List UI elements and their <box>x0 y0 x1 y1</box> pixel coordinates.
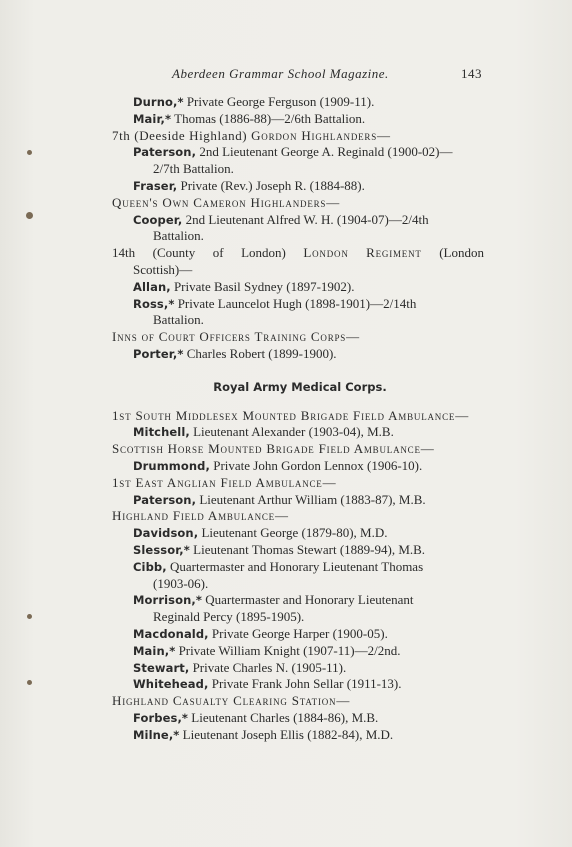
surname: Macdonald, <box>133 626 209 641</box>
entry-continuation: Battalion. <box>153 228 204 244</box>
entry <box>112 643 484 660</box>
surname: Milne,* <box>133 727 180 742</box>
surname: Slessor,* <box>133 542 190 557</box>
surname: Whitehead, <box>133 677 209 692</box>
unit-heading: 1st South Middlesex Mounted Brigade Field Ambulance— <box>112 407 469 423</box>
unit-heading <box>112 245 484 262</box>
entry <box>112 458 484 475</box>
entry <box>112 660 484 677</box>
entry-detail: Private William Knight (1907-11)—2/2nd. <box>178 642 401 658</box>
entry-detail: Private George Ferguson (1909-11). <box>186 94 375 109</box>
section-title: Royal Army Medical Corps. <box>213 379 387 394</box>
entry-detail: Private (Rev.) Joseph R. (1884-88). <box>180 177 365 193</box>
entry <box>112 346 484 363</box>
entry-detail: Charles Robert (1899-1900). <box>186 345 337 361</box>
regiment-name: Gordon Highlanders— <box>251 127 391 143</box>
entry-detail: Thomas (1886-88)—2/6th Battalion. <box>174 110 366 126</box>
entry <box>112 727 484 744</box>
heading-word: London <box>303 245 349 261</box>
entry-detail: Private George Harper (1900-05). <box>211 625 388 641</box>
entry-detail: Lieutenant George (1879-80), M.D. <box>201 525 388 541</box>
heading-word: Regiment <box>366 245 422 261</box>
entry <box>112 296 484 313</box>
unit-heading: Inns of Court Officers Training Corps— <box>112 329 360 345</box>
entry <box>112 525 484 542</box>
surname: Cibb, <box>133 559 167 574</box>
entry-detail: Private Basil Sydney (1897-1902). <box>173 278 355 294</box>
entry-detail: Quartermaster and Honorary Lieutenant <box>205 592 414 608</box>
surname: Paterson, <box>133 145 197 160</box>
surname: Paterson, <box>133 492 197 507</box>
entry-detail: Lieutenant Alexander (1903-04), M.B. <box>193 424 394 440</box>
entry-continuation: Battalion. <box>153 312 204 328</box>
entry <box>112 559 484 576</box>
surname: Stewart, <box>133 660 190 675</box>
unit-heading <box>112 128 484 145</box>
surname: Ross,* <box>133 296 175 311</box>
heading-word: 14th <box>112 245 136 261</box>
entry-detail: Lieutenant Joseph Ellis (1882-84), M.D. <box>182 726 394 742</box>
entry-detail: Lieutenant Charles (1884-86), M.B. <box>191 709 379 725</box>
unit-heading: 1st East Anglian Field Ambulance— <box>112 474 337 490</box>
entry <box>112 94 484 111</box>
binding-hole-mark <box>27 614 32 619</box>
entry <box>112 212 484 229</box>
entry-detail: Lieutenant Arthur William (1883-87), M.B. <box>199 491 426 507</box>
surname: Durno,* <box>133 95 184 109</box>
entry <box>112 111 484 128</box>
surname: Forbes,* <box>133 710 189 725</box>
surname: Mair,* <box>133 111 172 126</box>
entry <box>112 144 484 161</box>
heading-word: London) <box>241 245 286 261</box>
unit-heading: Scottish Horse Mounted Brigade Field Ambulance— <box>112 441 435 457</box>
binding-hole-mark <box>26 212 33 219</box>
entry-continuation: (1903-06). <box>153 575 209 591</box>
entry <box>112 542 484 559</box>
surname: Morrison,* <box>133 593 202 608</box>
surname: Main,* <box>133 643 176 658</box>
heading-word: (London <box>439 245 484 261</box>
entry-detail: Private Frank John Sellar (1911-13). <box>211 676 402 692</box>
surname: Porter,* <box>133 346 184 361</box>
entry-continuation: Reginald Percy (1895-1905). <box>153 609 305 625</box>
entry-detail: Private Launcelot Hugh (1898-1901)—2/14th <box>177 295 417 311</box>
heading-continuation: Scottish)— <box>133 261 193 277</box>
entry-detail: 2nd Lieutenant Alfred W. H. (1904-07)—2/4th <box>185 211 429 227</box>
surname: Cooper, <box>133 212 183 227</box>
entry <box>112 178 484 195</box>
entry-detail: Private John Gordon Lennox (1906-10). <box>213 457 423 473</box>
unit-heading: Highland Field Ambulance— <box>112 508 289 524</box>
entry <box>112 710 484 727</box>
binding-hole-mark <box>27 680 32 685</box>
page-body <box>112 94 484 743</box>
unit-number: 7th (Deeside Highland) <box>112 127 248 143</box>
surname: Fraser, <box>133 178 178 193</box>
entry <box>112 626 484 643</box>
entry-detail: 2nd Lieutenant George A. Reginald (1900-02)— <box>199 144 453 160</box>
surname: Mitchell, <box>133 425 190 440</box>
unit-heading: Highland Casualty Clearing Station— <box>112 693 351 709</box>
entry <box>112 424 484 441</box>
entry <box>112 592 484 609</box>
entry-detail: Private Charles N. (1905-11). <box>192 659 347 675</box>
entry <box>112 492 484 509</box>
magazine-title: Aberdeen Grammar School Magazine. <box>172 66 389 81</box>
entry-detail: Quartermaster and Honorary Lieutenant Thomas <box>169 558 424 574</box>
page-number: 143 <box>461 66 482 81</box>
surname: Davidson, <box>133 526 199 541</box>
entry <box>112 279 484 296</box>
surname: Drummond, <box>133 458 210 473</box>
unit-heading: Queen's Own Cameron Highlanders— <box>112 194 341 210</box>
binding-hole-mark <box>27 150 32 155</box>
entry-continuation: 2/7th Battalion. <box>153 161 234 177</box>
heading-word: of <box>212 245 224 261</box>
surname: Allan, <box>133 279 171 294</box>
entry-detail: Lieutenant Thomas Stewart (1889-94), M.B. <box>193 541 426 557</box>
entry <box>112 676 484 693</box>
heading-word: (County <box>152 245 196 261</box>
